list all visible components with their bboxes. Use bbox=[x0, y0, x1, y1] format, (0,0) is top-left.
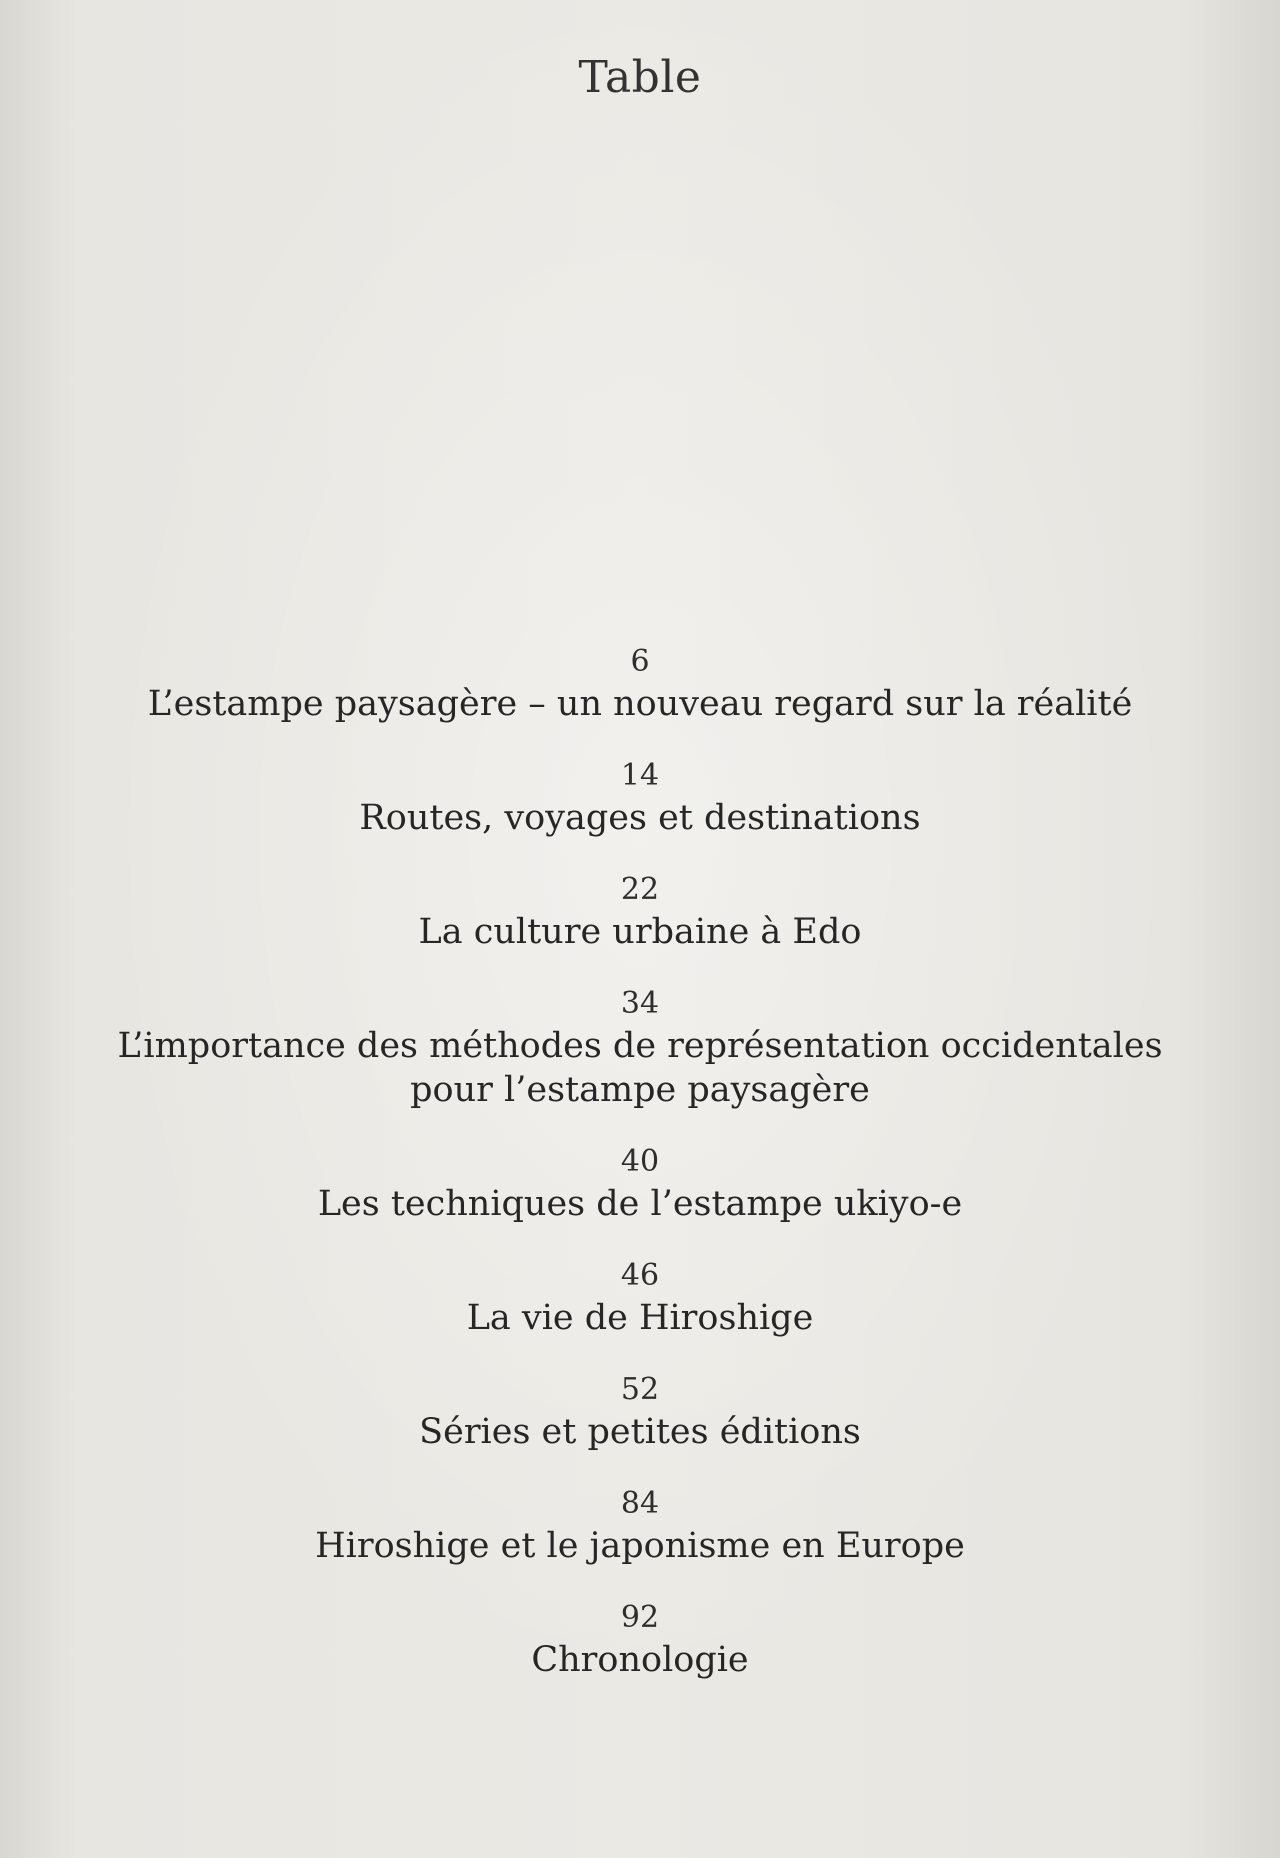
toc-entry bbox=[0, 1484, 1280, 1568]
toc-chapter-title: La vie de Hiroshige bbox=[466, 1298, 814, 1338]
toc-page-number: 46 bbox=[620, 1258, 660, 1293]
toc-page-number: 84 bbox=[620, 1486, 660, 1521]
table-of-contents bbox=[0, 642, 1280, 1712]
toc-chapter-title-continued: pour l’estampe paysagère bbox=[410, 1070, 870, 1110]
toc-entry bbox=[0, 642, 1280, 726]
toc-page-number: 14 bbox=[620, 758, 660, 793]
toc-entry bbox=[0, 1256, 1280, 1340]
toc-entry bbox=[0, 984, 1280, 1112]
toc-chapter-title: Séries et petites éditions bbox=[419, 1412, 861, 1452]
toc-page-number: 52 bbox=[620, 1372, 660, 1407]
toc-page-number: 40 bbox=[620, 1144, 660, 1179]
toc-chapter-title: Chronologie bbox=[531, 1640, 749, 1680]
toc-chapter-title: Routes, voyages et destinations bbox=[359, 798, 921, 838]
toc-entry bbox=[0, 1142, 1280, 1226]
toc-entry bbox=[0, 1370, 1280, 1454]
toc-chapter-title: La culture urbaine à Edo bbox=[418, 912, 862, 952]
toc-chapter-title: L’estampe paysagère – un nouveau regard sur la réalité bbox=[147, 684, 1133, 724]
toc-entry bbox=[0, 870, 1280, 954]
page-title: Table bbox=[578, 52, 702, 103]
toc-page-number: 92 bbox=[620, 1600, 660, 1635]
toc-chapter-title: L’importance des méthodes de représentation occidentales bbox=[117, 1026, 1163, 1066]
toc-chapter-title: Les techniques de l’estampe ukiyo-e bbox=[317, 1184, 963, 1224]
toc-chapter-title: Hiroshige et le japonisme en Europe bbox=[315, 1526, 965, 1566]
toc-page-number: 34 bbox=[620, 986, 660, 1021]
toc-page-number: 22 bbox=[620, 872, 660, 907]
toc-entry bbox=[0, 756, 1280, 840]
toc-page-number: 6 bbox=[630, 644, 650, 679]
toc-entry bbox=[0, 1598, 1280, 1682]
